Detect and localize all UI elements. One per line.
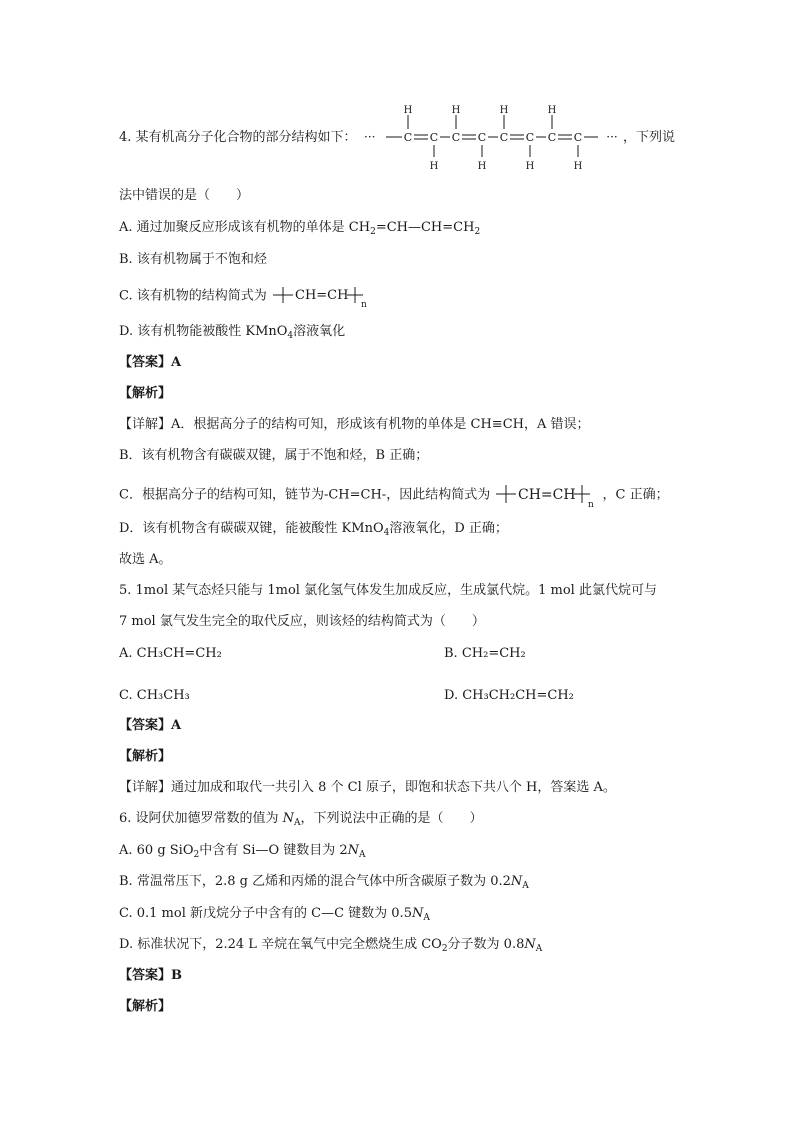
q5-answer: 【答案】A: [119, 718, 182, 733]
sub-4: 4: [383, 528, 390, 538]
q4-opt-d-pre: D. 该有机物能被酸性 KMnO: [119, 324, 288, 339]
na-symbol: N: [411, 906, 424, 921]
chain-c-8: C: [573, 131, 583, 144]
chain-c-6: C: [525, 131, 535, 144]
chain-h-3: H: [451, 105, 461, 116]
q6-option-a: [119, 843, 366, 859]
q6-analysis-heading: 【解析】: [119, 999, 172, 1014]
q6-option-d: [119, 937, 542, 953]
q5-option-d: D. CH₃CH₂CH=CH₂: [444, 688, 574, 703]
q4-detail-b-text: B．该有机物含有碳碳双键，属于不饱和烃，B 正确；: [119, 448, 429, 463]
q4-opt-c-pre: C. 该有机物的结构简式为: [119, 288, 267, 304]
q4-detail-d: [119, 521, 508, 537]
q4-detail-c-post: ，C 正确；: [602, 487, 669, 503]
na-sub: A: [359, 850, 366, 860]
q4-stem-end: [623, 130, 675, 146]
q6-opt-c-pre: C. 0.1 mol 新戊烷分子中含有的 C—C 键数为 0.5: [119, 906, 412, 921]
q4-stem-line2: [119, 188, 249, 204]
na-symbol: N: [282, 811, 295, 826]
q4-opt-d-post: 溶液氧化: [293, 324, 346, 339]
poly-n-detail: n: [588, 500, 595, 508]
q6-stem-pre: 6. 设阿伏加德罗常数的值为: [119, 811, 283, 826]
q4-opt-a-pre: A. 通过加聚反应形成该有机物的单体是 CH: [119, 220, 371, 235]
q4-opt-a-mid: =CH—CH=CH: [375, 220, 475, 235]
q6-option-c: [119, 906, 430, 922]
q4-stem-line: [119, 130, 357, 146]
q6-opt-a-post: 中含有 Si—O 键数目为 2: [199, 843, 348, 858]
chain-h-5: H: [499, 105, 509, 116]
q5-option-b: B. CH₂=CH₂: [444, 646, 526, 661]
q4-detail-c: [119, 482, 669, 508]
poly-unit-detail: CH=CH: [518, 487, 576, 503]
na-symbol: N: [347, 843, 360, 858]
chain-h-8: H: [573, 161, 583, 172]
na-symbol: N: [524, 937, 536, 952]
polymer-chain-structure: [364, 100, 664, 176]
q4-detail-a-text: 【详解】A．根据高分子的结构可知，形成该有机物的单体是 CH≡CH，A 错误；: [119, 417, 590, 432]
chain-c-1: C: [403, 131, 413, 144]
q5-option-a: A. CH₃CH=CH₂: [119, 646, 222, 661]
chain-h-1: H: [403, 105, 413, 116]
q6-opt-b-pre: B. 常温常压下，2.8 g 乙烯和丙烯的混合气体中所含碳原子数为 0.2: [119, 874, 511, 889]
q4-stem-end-text: ，下列说: [623, 130, 676, 145]
q6-answer: 【答案】B: [119, 968, 182, 983]
na-sub: A: [294, 818, 301, 828]
na-sub: A: [423, 913, 430, 923]
chain-c-7: C: [547, 131, 557, 144]
na-symbol: N: [510, 874, 523, 889]
chain-lead-dots: ···: [364, 130, 376, 144]
q4-stem-line2-text: 法中错误的是（ ）: [119, 188, 250, 203]
chain-c-5: C: [499, 131, 509, 144]
q6-stem-post: ，下列说法中正确的是（ ）: [300, 811, 483, 826]
chain-c-3: C: [451, 131, 461, 144]
q5-option-c: C. CH₃CH₃: [119, 688, 190, 703]
sub-2: 2: [370, 227, 376, 237]
q6-opt-d-pre: D. 标准状况下，2.24 L 辛烷在氧气中完全燃烧生成 CO: [119, 937, 442, 952]
q4-opt-b-text: B. 该有机物属于不饱和烃: [119, 252, 267, 267]
q6-opt-a-pre: A. 60 g SiO: [119, 843, 194, 858]
q6-opt-d-post: 分子数为 0.8: [447, 937, 525, 952]
q6-option-b: [119, 874, 529, 890]
q4-option-b: [119, 252, 267, 268]
polymer-formula-detail-c: [494, 482, 598, 508]
q4-detail-d-post: 溶液氧化，D 正确；: [389, 521, 508, 536]
q6-stem: [119, 811, 483, 827]
chain-h-6: H: [525, 161, 535, 172]
chain-h-2: H: [429, 161, 439, 172]
sub-2: 2: [193, 850, 200, 860]
poly-unit-c: CH=CH: [294, 288, 349, 303]
chain-c-2: C: [429, 131, 439, 144]
chain-c-4: C: [477, 131, 487, 144]
q4-option-d: [119, 324, 345, 340]
q4-detail-c-pre: C．根据高分子的结构可知，链节为-CH=CH-，因此结构简式为: [119, 487, 491, 503]
q5-analysis-heading: 【解析】: [119, 749, 172, 764]
na-sub: A: [522, 881, 529, 891]
q4-analysis-heading: 【解析】: [119, 386, 172, 401]
sub-2: 2: [441, 944, 448, 954]
sub-4: 4: [287, 331, 294, 341]
chain-h-4: H: [477, 161, 487, 172]
chain-h-7: H: [547, 105, 557, 116]
q5-detail: 【详解】通过加成和取代一共引入 8 个 Cl 原子，即饱和状态下共八个 H，答案选 A。: [119, 780, 616, 795]
q4-detail-b: [119, 448, 428, 464]
q4-stem-start: 4. 某有机高分子化合物的部分结构如下：: [119, 130, 357, 145]
chain-tail-dots: ···: [606, 130, 618, 144]
poly-n-c: n: [360, 300, 367, 308]
sub-2: 2: [474, 227, 481, 237]
polymer-formula-option-c: [271, 284, 371, 308]
q4-detail-d-pre: D．该有机物含有碳碳双键，能被酸性 KMnO: [119, 521, 384, 536]
na-sub: A: [535, 944, 543, 954]
q4-detail-a: [119, 417, 590, 433]
q4-conclusion: 故选 A。: [119, 552, 172, 567]
q4-answer: 【答案】A: [119, 355, 182, 370]
q4-option-c: [119, 284, 371, 308]
q4-option-a: [119, 220, 480, 236]
q5-stem-line1: 5. 1mol 某气态烃只能与 1mol 氯化氢气体发生加成反应，生成氯代烷。1 mol 此氯代烷可与: [119, 583, 657, 598]
q5-stem-line2: 7 mol 氯气发生完全的取代反应，则该烃的结构简式为（ ）: [119, 614, 485, 629]
